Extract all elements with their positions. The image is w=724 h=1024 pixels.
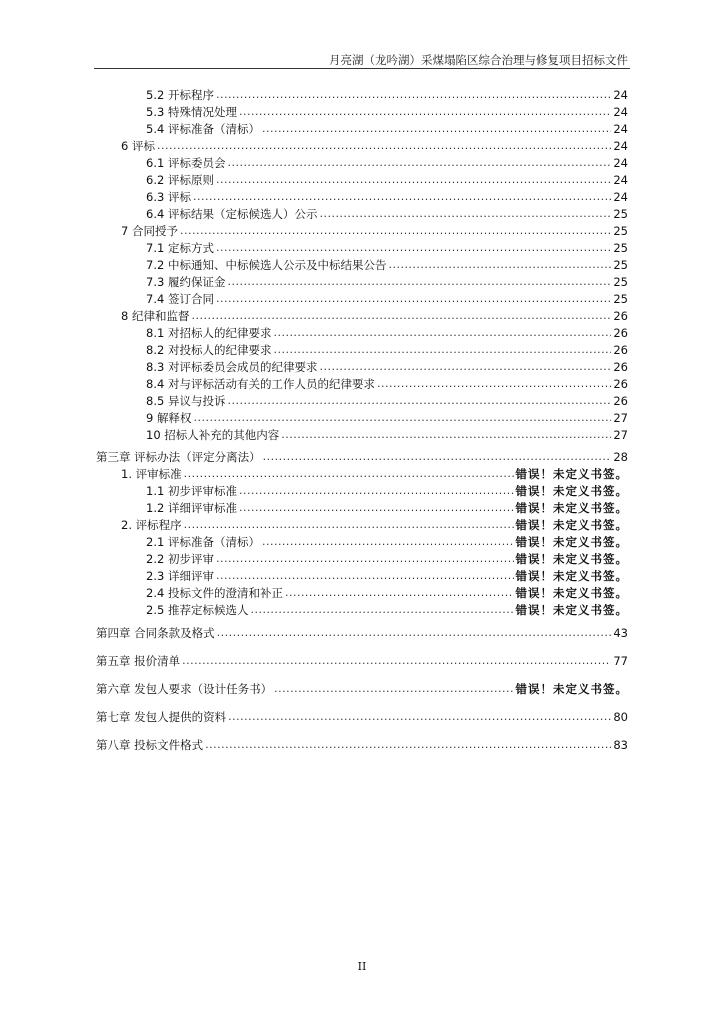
page-number: II [357, 960, 367, 973]
dot-leader [285, 586, 514, 600]
toc-entry-page: 错误！未定义书签。 [515, 518, 628, 532]
dot-leader [216, 241, 611, 255]
toc-entry-label: 2.5 推荐定标候选人 [146, 603, 249, 617]
toc-entry[interactable] [96, 652, 628, 668]
toc-entry-label: 第三章 评标办法（评定分离法） [96, 450, 261, 464]
toc-entry[interactable] [121, 137, 628, 153]
dot-leader [239, 484, 514, 498]
toc-entry-page: 25 [613, 241, 628, 255]
dot-leader [274, 682, 513, 696]
toc-entry-page: 错误！未定义书签。 [515, 603, 628, 617]
toc-entry[interactable] [96, 448, 628, 464]
toc-entry-page: 25 [613, 275, 628, 289]
toc-entry-page: 24 [613, 190, 628, 204]
toc-entry[interactable] [146, 375, 628, 391]
toc-entry-page: 26 [613, 394, 628, 408]
toc-entry[interactable] [146, 550, 628, 566]
toc-entry-label: 8 纪律和监督 [121, 309, 190, 323]
toc-entry-label: 6.3 评标 [146, 190, 191, 204]
toc-entry-page: 25 [613, 224, 628, 238]
toc-entry-label: 第七章 发包人提供的资料 [96, 710, 227, 724]
toc-entry[interactable] [146, 341, 628, 357]
toc-entry-page: 错误！未定义书签。 [515, 501, 628, 515]
dot-leader [239, 105, 611, 119]
dot-leader [180, 224, 611, 238]
toc-entry[interactable] [146, 567, 628, 583]
toc-entry[interactable] [146, 256, 628, 272]
toc-entry[interactable] [146, 324, 628, 340]
toc-entry[interactable] [146, 482, 628, 498]
toc-entry-label: 6.2 评标原则 [146, 173, 214, 187]
toc-entry-page: 24 [613, 88, 628, 102]
toc-entry-label: 2.2 初步评审 [146, 552, 214, 566]
toc-entry[interactable] [146, 584, 628, 600]
toc-entry-page: 83 [613, 738, 628, 752]
dot-leader [388, 258, 611, 272]
toc-entry-page: 27 [613, 411, 628, 425]
document-header: 月亮湖（龙吟湖）采煤塌陷区综合治理与修复项目招标文件 [329, 53, 628, 67]
toc-entry-page: 26 [613, 377, 628, 391]
dot-leader [250, 603, 513, 617]
dot-leader [239, 501, 514, 515]
dot-leader [184, 518, 514, 532]
toc-entry[interactable] [146, 171, 628, 187]
toc-entry-page: 24 [613, 156, 628, 170]
toc-entry-label: 7.2 中标通知、中标候选人公示及中标结果公告 [146, 258, 387, 272]
toc-entry-label: 2.4 投标文件的澄清和补正 [146, 586, 283, 600]
toc-entry-page: 27 [613, 428, 628, 442]
toc-entry[interactable] [146, 103, 628, 119]
dot-leader [281, 428, 611, 442]
toc-entry-page: 26 [613, 326, 628, 340]
toc-entry[interactable] [146, 426, 628, 442]
toc-entry-page: 错误！未定义书签。 [515, 484, 628, 498]
toc-entry-label: 8.4 对与评标活动有关的工作人员的纪律要求 [146, 377, 375, 391]
toc-entry-label: 5.2 开标程序 [146, 88, 214, 102]
toc-entry-label: 10 招标人补充的其他内容 [146, 428, 280, 442]
dot-leader [193, 190, 611, 204]
dot-leader [205, 738, 611, 752]
toc-entry[interactable] [146, 392, 628, 408]
toc-entry-label: 2.3 详细评审 [146, 569, 214, 583]
dot-leader [217, 626, 612, 640]
dot-leader [191, 309, 611, 323]
toc-entry-label: 7.4 签订合同 [146, 292, 214, 306]
toc-entry-page: 25 [613, 207, 628, 221]
toc-entry-label: 2. 评标程序 [121, 518, 182, 532]
toc-entry-page: 错误！未定义书签。 [515, 552, 628, 566]
toc-entry-page: 错误！未定义书签。 [515, 682, 628, 696]
toc-entry-label: 8.3 对评标委员会成员的纪律要求 [146, 360, 318, 374]
toc-entry-page: 25 [613, 258, 628, 272]
dot-leader [262, 122, 611, 136]
toc-entry[interactable] [121, 222, 628, 238]
toc-entry-label: 8.1 对招标人的纪律要求 [146, 326, 272, 340]
toc-entry[interactable] [96, 708, 628, 724]
dot-leader [216, 552, 514, 566]
toc-entry-label: 第四章 合同条款及格式 [96, 626, 215, 640]
dot-leader [227, 156, 611, 170]
toc-entry-label: 8.5 异议与投诉 [146, 394, 226, 408]
toc-entry-label: 1. 评审标准 [121, 467, 182, 481]
dot-leader [193, 411, 611, 425]
dot-leader [182, 654, 611, 668]
dot-leader [319, 360, 611, 374]
dot-leader [216, 569, 514, 583]
toc-entry-label: 6 评标 [121, 139, 155, 153]
toc-entry-label: 第六章 发包人要求（设计任务书） [96, 682, 273, 696]
toc-entry-page: 24 [613, 122, 628, 136]
dot-leader [227, 394, 611, 408]
dot-leader [184, 467, 514, 481]
toc-entry[interactable] [146, 154, 628, 170]
toc-entry-label: 8.2 对投标人的纪律要求 [146, 343, 272, 357]
toc-entry-label: 7.1 定标方式 [146, 241, 214, 255]
toc-entry-label: 1.2 详细评审标准 [146, 501, 237, 515]
toc-entry[interactable] [96, 736, 628, 752]
toc-entry-page: 错误！未定义书签。 [515, 586, 628, 600]
toc-entry-label: 第五章 报价清单 [96, 654, 181, 668]
toc-entry-label: 第八章 投标文件格式 [96, 738, 204, 752]
toc-entry-page: 77 [613, 654, 628, 668]
toc-entry-label: 2.1 评标准备（清标） [146, 535, 260, 549]
dot-leader [216, 173, 611, 187]
toc-entry-page: 错误！未定义书签。 [515, 535, 628, 549]
toc-entry[interactable] [146, 239, 628, 255]
toc-entry-label: 1.1 初步评审标准 [146, 484, 237, 498]
toc-entry[interactable] [146, 409, 628, 425]
dot-leader [216, 88, 611, 102]
toc-entry-label: 7 合同授予 [121, 224, 178, 238]
toc-entry[interactable] [96, 624, 628, 640]
toc-entry-label: 9 解释权 [146, 411, 192, 425]
toc-entry[interactable] [146, 290, 628, 306]
toc-entry-page: 24 [613, 139, 628, 153]
toc-entry[interactable] [146, 205, 628, 221]
toc-entry[interactable] [146, 273, 628, 289]
dot-leader [157, 139, 611, 153]
dot-leader [263, 450, 612, 464]
toc-entry-page: 26 [613, 309, 628, 323]
dot-leader [319, 207, 611, 221]
toc-entry[interactable] [146, 499, 628, 515]
toc-entry-page: 24 [613, 105, 628, 119]
toc-entry-page: 28 [613, 450, 628, 464]
dot-leader [273, 343, 611, 357]
toc-entry[interactable] [121, 465, 628, 481]
toc-entry[interactable] [146, 533, 628, 549]
toc-entry-page: 26 [613, 360, 628, 374]
dot-leader [262, 535, 514, 549]
toc-entry-page: 43 [613, 626, 628, 640]
toc-entry-label: 6.4 评标结果（定标候选人）公示 [146, 207, 318, 221]
toc-entry[interactable] [121, 307, 628, 323]
toc-entry[interactable] [146, 188, 628, 204]
toc-entry-page: 错误！未定义书签。 [515, 467, 628, 481]
toc-entry-page: 26 [613, 343, 628, 357]
toc-entry[interactable] [121, 516, 628, 532]
toc-entry[interactable] [146, 86, 628, 102]
header-rule [94, 68, 630, 69]
dot-leader [273, 326, 611, 340]
dot-leader [377, 377, 611, 391]
dot-leader [216, 292, 611, 306]
toc-entry-label: 5.3 特殊情况处理 [146, 105, 237, 119]
dot-leader [227, 275, 611, 289]
toc-entry-label: 6.1 评标委员会 [146, 156, 226, 170]
toc-entry[interactable] [146, 120, 628, 136]
toc-entry-page: 错误！未定义书签。 [515, 569, 628, 583]
toc-entry-label: 5.4 评标准备（清标） [146, 122, 260, 136]
dot-leader [228, 710, 611, 724]
toc-entry-page: 24 [613, 173, 628, 187]
toc-entry-label: 7.3 履约保证金 [146, 275, 226, 289]
toc-entry-page: 80 [613, 710, 628, 724]
toc-entry-page: 25 [613, 292, 628, 306]
toc-entry[interactable] [146, 601, 628, 617]
toc-entry[interactable] [96, 680, 628, 696]
toc-entry[interactable] [146, 358, 628, 374]
